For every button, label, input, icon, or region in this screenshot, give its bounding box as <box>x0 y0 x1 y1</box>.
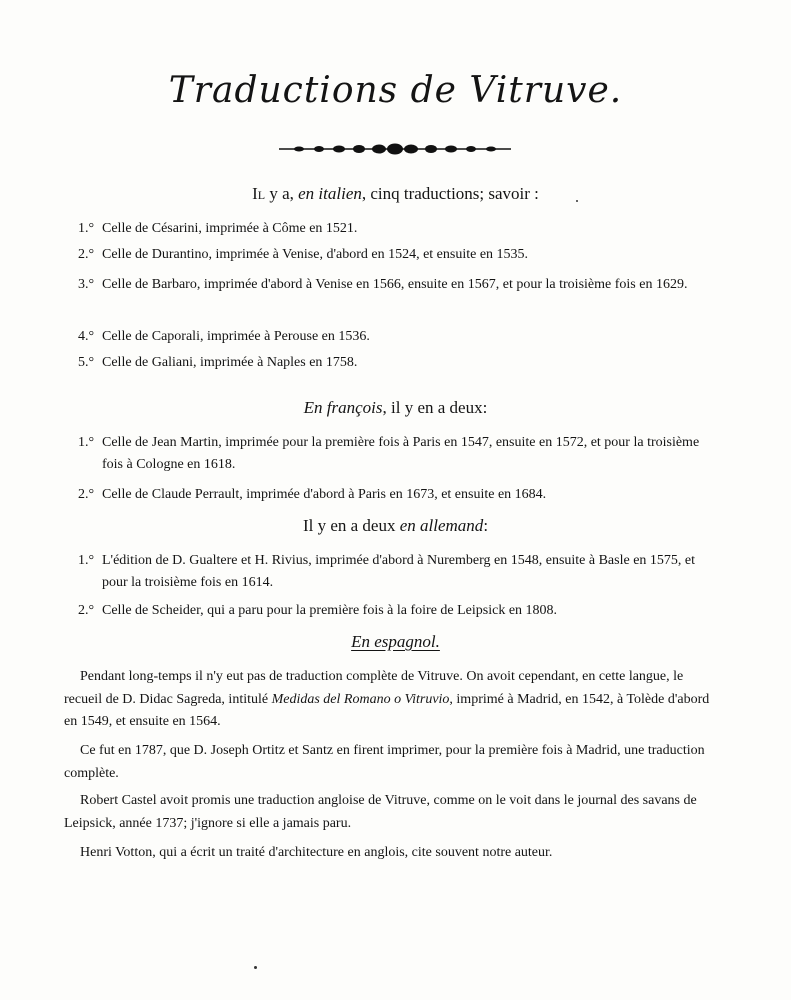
heading-french-post: , il y en a deux: <box>382 398 488 417</box>
paragraph-2: Ce fut en 1787, que D. Joseph Ortitz et Santz en firent imprimer, pour la première fois à Madrid, une traduction complète. <box>64 743 705 781</box>
item-number: 2.° <box>78 603 95 618</box>
list-item <box>78 326 718 348</box>
paragraph-1-b: , imprimé à Madrid, en 1542, à Tolède d'abord en 1549, et ensuite en 1564. <box>64 691 710 729</box>
heading-german-pre: Il y en a deux <box>302 516 400 535</box>
heading-italian-post: , cinq traductions; savoir : <box>361 184 539 203</box>
item-text: Celle de Césarini, imprimée à Côme en 1521. <box>102 221 358 236</box>
heading-italian-pre: Il <box>252 184 266 203</box>
heading-german <box>0 516 791 536</box>
item-number: 3.° <box>78 277 95 292</box>
item-number: 4.° <box>78 329 95 344</box>
item-number: 1.° <box>78 435 95 450</box>
paragraph-4: Henri Votton, qui a écrit un traité d'architecture en anglois, cite souvent notre auteur. <box>80 845 553 860</box>
list-item <box>78 600 718 622</box>
item-number: 2.° <box>78 487 95 502</box>
paragraph-1 <box>64 666 724 734</box>
ornament-divider <box>279 140 511 158</box>
heading-italian-mid: y a, <box>265 184 299 203</box>
item-text: Celle de Scheider, qui a paru pour la première fois à la foire de Leipsick en 1808. <box>102 603 558 618</box>
list-item <box>78 274 710 296</box>
list-item <box>78 244 718 266</box>
paragraph-1-a: Pendant long-temps il n'y eut pas de traduction complète de Vitruve. On avoit cependant, en cette langue, le recueil de D. Didac Sagreda, intitulé <box>64 669 684 707</box>
heading-french-em: En françois <box>303 398 383 417</box>
list-item <box>78 432 708 476</box>
heading-german-post: : <box>483 516 489 535</box>
ink-speck <box>254 966 257 969</box>
page-title: Traductions de Vitruve. <box>168 70 623 111</box>
item-number: 1.° <box>78 221 95 236</box>
heading-italian-em: en italien <box>298 184 362 203</box>
heading-german-em: en allemand <box>399 516 484 535</box>
item-text: L'édition de D. Gualtere et H. Rivius, imprimée d'abord à Nuremberg en 1548, ensuite à Basle en 1575, et pour la troisième fois en 1614. <box>102 553 696 590</box>
item-text: Celle de Claude Perrault, imprimée d'abord à Paris en 1673, et ensuite en 1684. <box>102 487 547 502</box>
item-number: 1.° <box>78 553 95 568</box>
item-text: Celle de Barbaro, imprimée d'abord à Venise en 1566, ensuite en 1567, et pour la troisième fois en 1629. <box>102 277 688 292</box>
item-number: 2.° <box>78 247 95 262</box>
list-item <box>78 484 718 506</box>
item-text: Celle de Durantino, imprimée à Venise, d'abord en 1524, et ensuite en 1535. <box>102 247 529 262</box>
paragraph-3: Robert Castel avoit promis une traduction angloise de Vitruve, comme on le voit dans le journal des savans de Leipsick, année 1737; j'ignore si elle a jamais paru. <box>64 793 697 831</box>
ink-speck <box>576 200 578 202</box>
item-text: Celle de Jean Martin, imprimée pour la première fois à Paris en 1547, ensuite en 1572, et pour la troisième fois à Cologne en 1618. <box>102 435 700 472</box>
list-item <box>78 218 718 240</box>
paragraph-1-title: Medidas del Romano o Vitruvio <box>271 691 450 707</box>
list-item <box>78 550 714 594</box>
item-text: Celle de Galiani, imprimée à Naples en 1758. <box>102 355 358 370</box>
item-text: Celle de Caporali, imprimée à Perouse en 1536. <box>102 329 370 344</box>
heading-spanish-text: En espagnol. <box>351 632 440 651</box>
heading-italian <box>0 184 791 204</box>
heading-french <box>0 398 791 418</box>
list-item <box>78 352 718 374</box>
heading-spanish <box>0 632 791 652</box>
item-number: 5.° <box>78 355 95 370</box>
